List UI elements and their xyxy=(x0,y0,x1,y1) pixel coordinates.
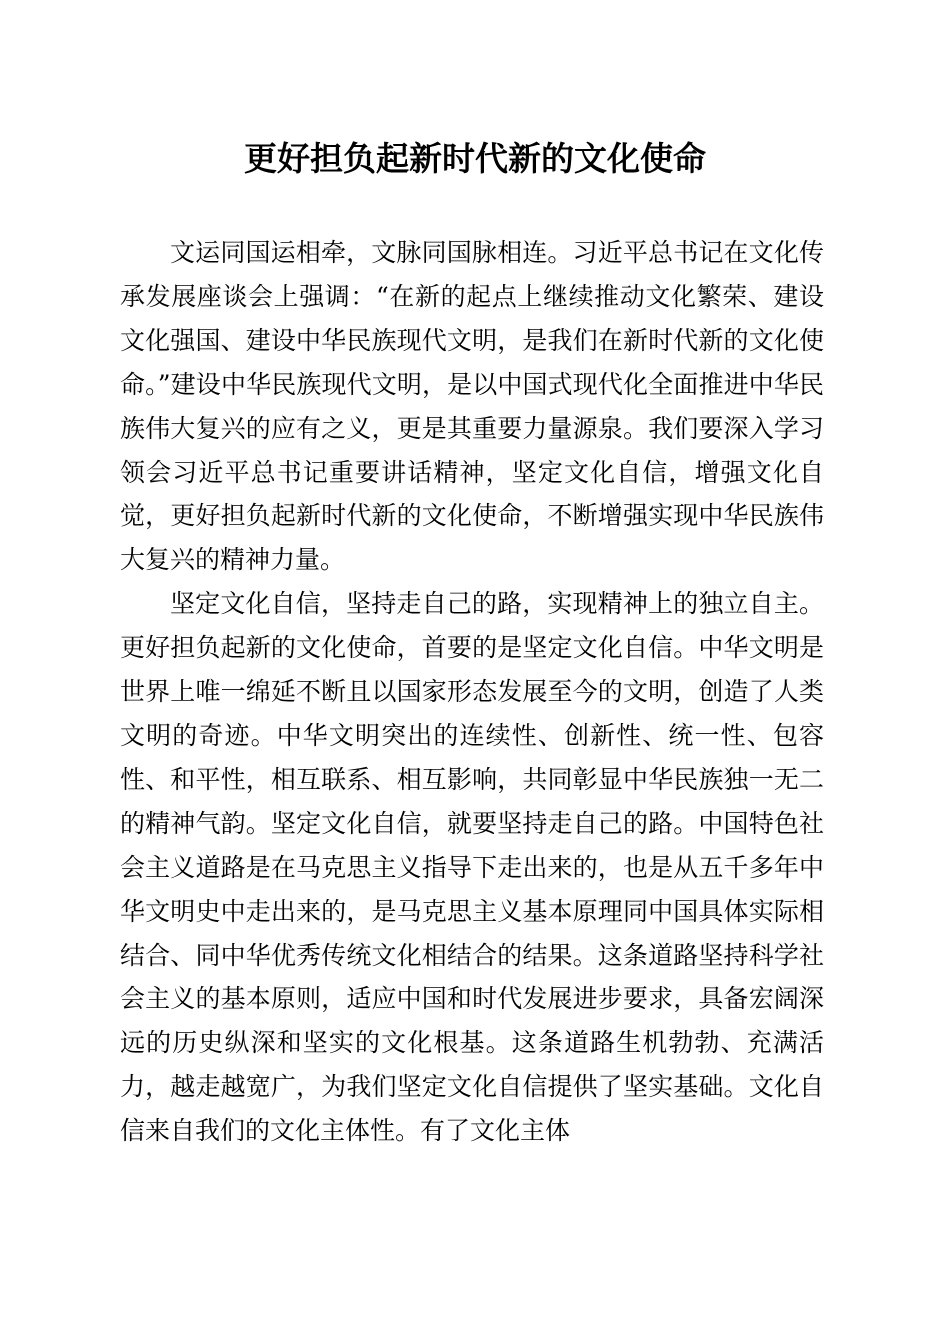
document-title: 更好担负起新时代新的文化使命 xyxy=(244,139,706,178)
paragraph-1: 文运同国运相牵，文脉同国脉相连。习近平总书记在文化传承发展座谈会上强调：“在新的起点上继续推动文化繁荣、建设文化强国、建设中华民族现代文明，是我们在新时代新的文化使命。”建设中华民族现代文明，是以中国式现代化全面推进中华民族伟大复兴的应有之义，更是其重要力量源泉。我们要深入学习领会习近平总书记重要讲话精神，坚定文化自信，增强文化自觉，更好担负起新时代新的文化使命，不断增强实现中华民族伟大复兴的精神力量。 xyxy=(120,238,824,575)
document-body xyxy=(120,231,824,1153)
paragraph-2: 坚定文化自信，坚持走自己的路，实现精神上的独立自主。更好担负起新的文化使命，首要的是坚定文化自信。中华文明是世界上唯一绵延不断且以国家形态发展至今的文明，创造了人类文明的奇迹。中华文明突出的连续性、创新性、统一性、包容性、和平性，相互联系、相互影响，共同彰显中华民族独一无二的精神气韵。坚定文化自信，就要坚持走自己的路。中国特色社会主义道路是在马克思主义指导下走出来的，也是从五千多年中华文明史中走出来的，是马克思主义基本原理同中国具体实际相结合、同中华优秀传统文化相结合的结果。这条道路坚持科学社会主义的基本原则，适应中国和时代发展进步要求，具备宏阔深远的历史纵深和坚实的文化根基。这条道路生机勃勃、充满活力，越走越宽广，为我们坚定文化自信提供了坚实基础。文化自信来自我们的文化主体性。有了文化主体 xyxy=(120,589,824,1146)
